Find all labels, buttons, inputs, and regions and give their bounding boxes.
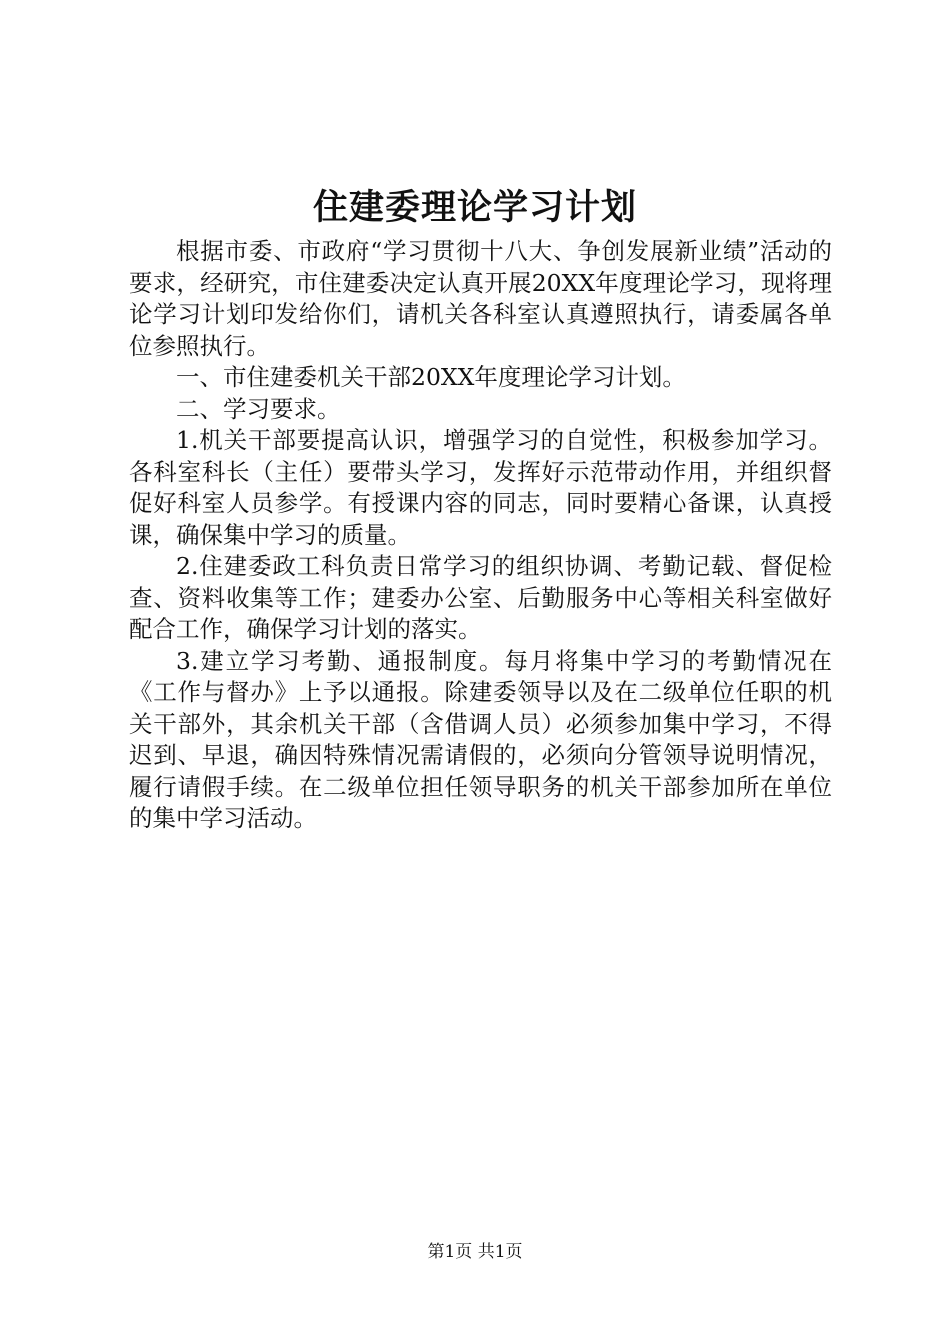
section-one-heading: 一、市住建委机关干部20XX年度理论学习计划。 xyxy=(176,363,686,391)
page-footer: 第1页 共1页 xyxy=(427,1242,523,1262)
requirement-item-2: 2.住建委政工科负责日常学习的组织协调、考勤记载、督促检查、资料收集等工作；建委办公室、后勤服务中心等相关科室做好配合工作，确保学习计划的落实。 xyxy=(129,552,832,643)
requirement-item-3: 3.建立学习考勤、通报制度。每月将集中学习的考勤情况在《工作与督办》上予以通报。除建委领导以及在二级单位任职的机关干部外，其余机关干部（含借调人员）必须参加集中学习，不得迟到、早退，确因特殊情况需请假的，必须向分管领导说明情况，履行请假手续。在二级单位担任领导职务的机关干部参加所在单位的集中学习活动。 xyxy=(129,646,832,832)
document-body xyxy=(129,236,832,835)
intro-paragraph: 根据市委、市政府“学习贯彻十八大、争创发展新业绩”活动的要求，经研究，市住建委决定认真开展20XX年度理论学习，现将理论学习计划印发给你们，请机关各科室认真遵照执行，请委属各单位参照执行。 xyxy=(129,237,832,360)
section-two-heading: 二、学习要求。 xyxy=(176,394,341,423)
requirement-item-1: 1.机关干部要提高认识，增强学习的自觉性，积极参加学习。各科室科长（主任）要带头学习，发挥好示范带动作用，并组织督促好科室人员参学。有授课内容的同志，同时要精心备课，认真授课，确保集中学习的质量。 xyxy=(129,426,832,549)
document-title: 住建委理论学习计划 xyxy=(312,187,637,228)
